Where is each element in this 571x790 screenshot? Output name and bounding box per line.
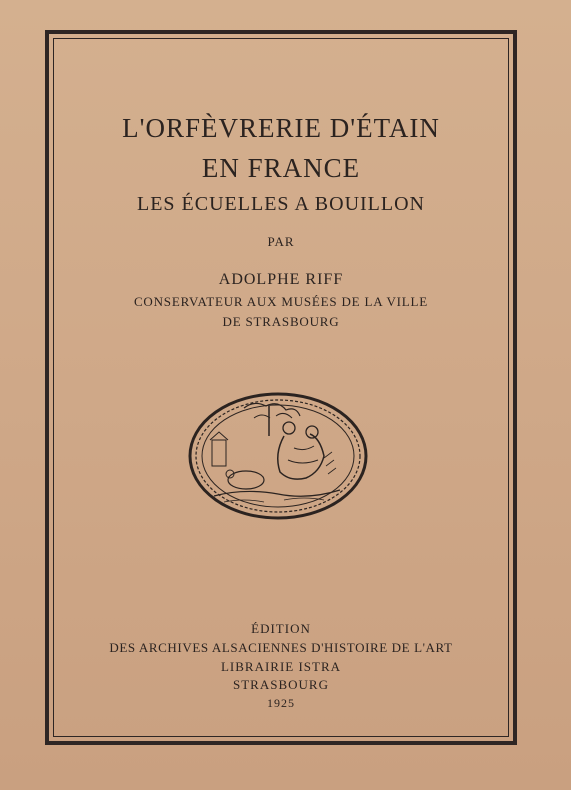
publication-year: 1925 <box>267 696 295 710</box>
pastoral-scene-medallion-icon <box>184 388 372 530</box>
edition-label: ÉDITION <box>251 621 311 636</box>
author-role-line-2: DE STRASBOURG <box>222 314 340 329</box>
par-label: PAR <box>267 234 295 249</box>
bookshop-line: LIBRAIRIE ISTRA <box>220 659 342 674</box>
author-role-line-1: CONSERVATEUR AUX MUSÉES DE LA VILLE <box>133 294 429 309</box>
city-line: STRASBOURG <box>233 677 329 692</box>
title-line-1: L'ORFÈVRERIE D'ÉTAIN <box>122 113 440 143</box>
title-line-2: EN FRANCE <box>201 153 361 183</box>
author-name: ADOLPHE RIFF <box>218 271 344 288</box>
subtitle: LES ÉCUELLES A BOUILLON <box>137 193 425 215</box>
publisher-line: DES ARCHIVES ALSACIENNES D'HISTOIRE DE L'ART <box>109 640 453 655</box>
